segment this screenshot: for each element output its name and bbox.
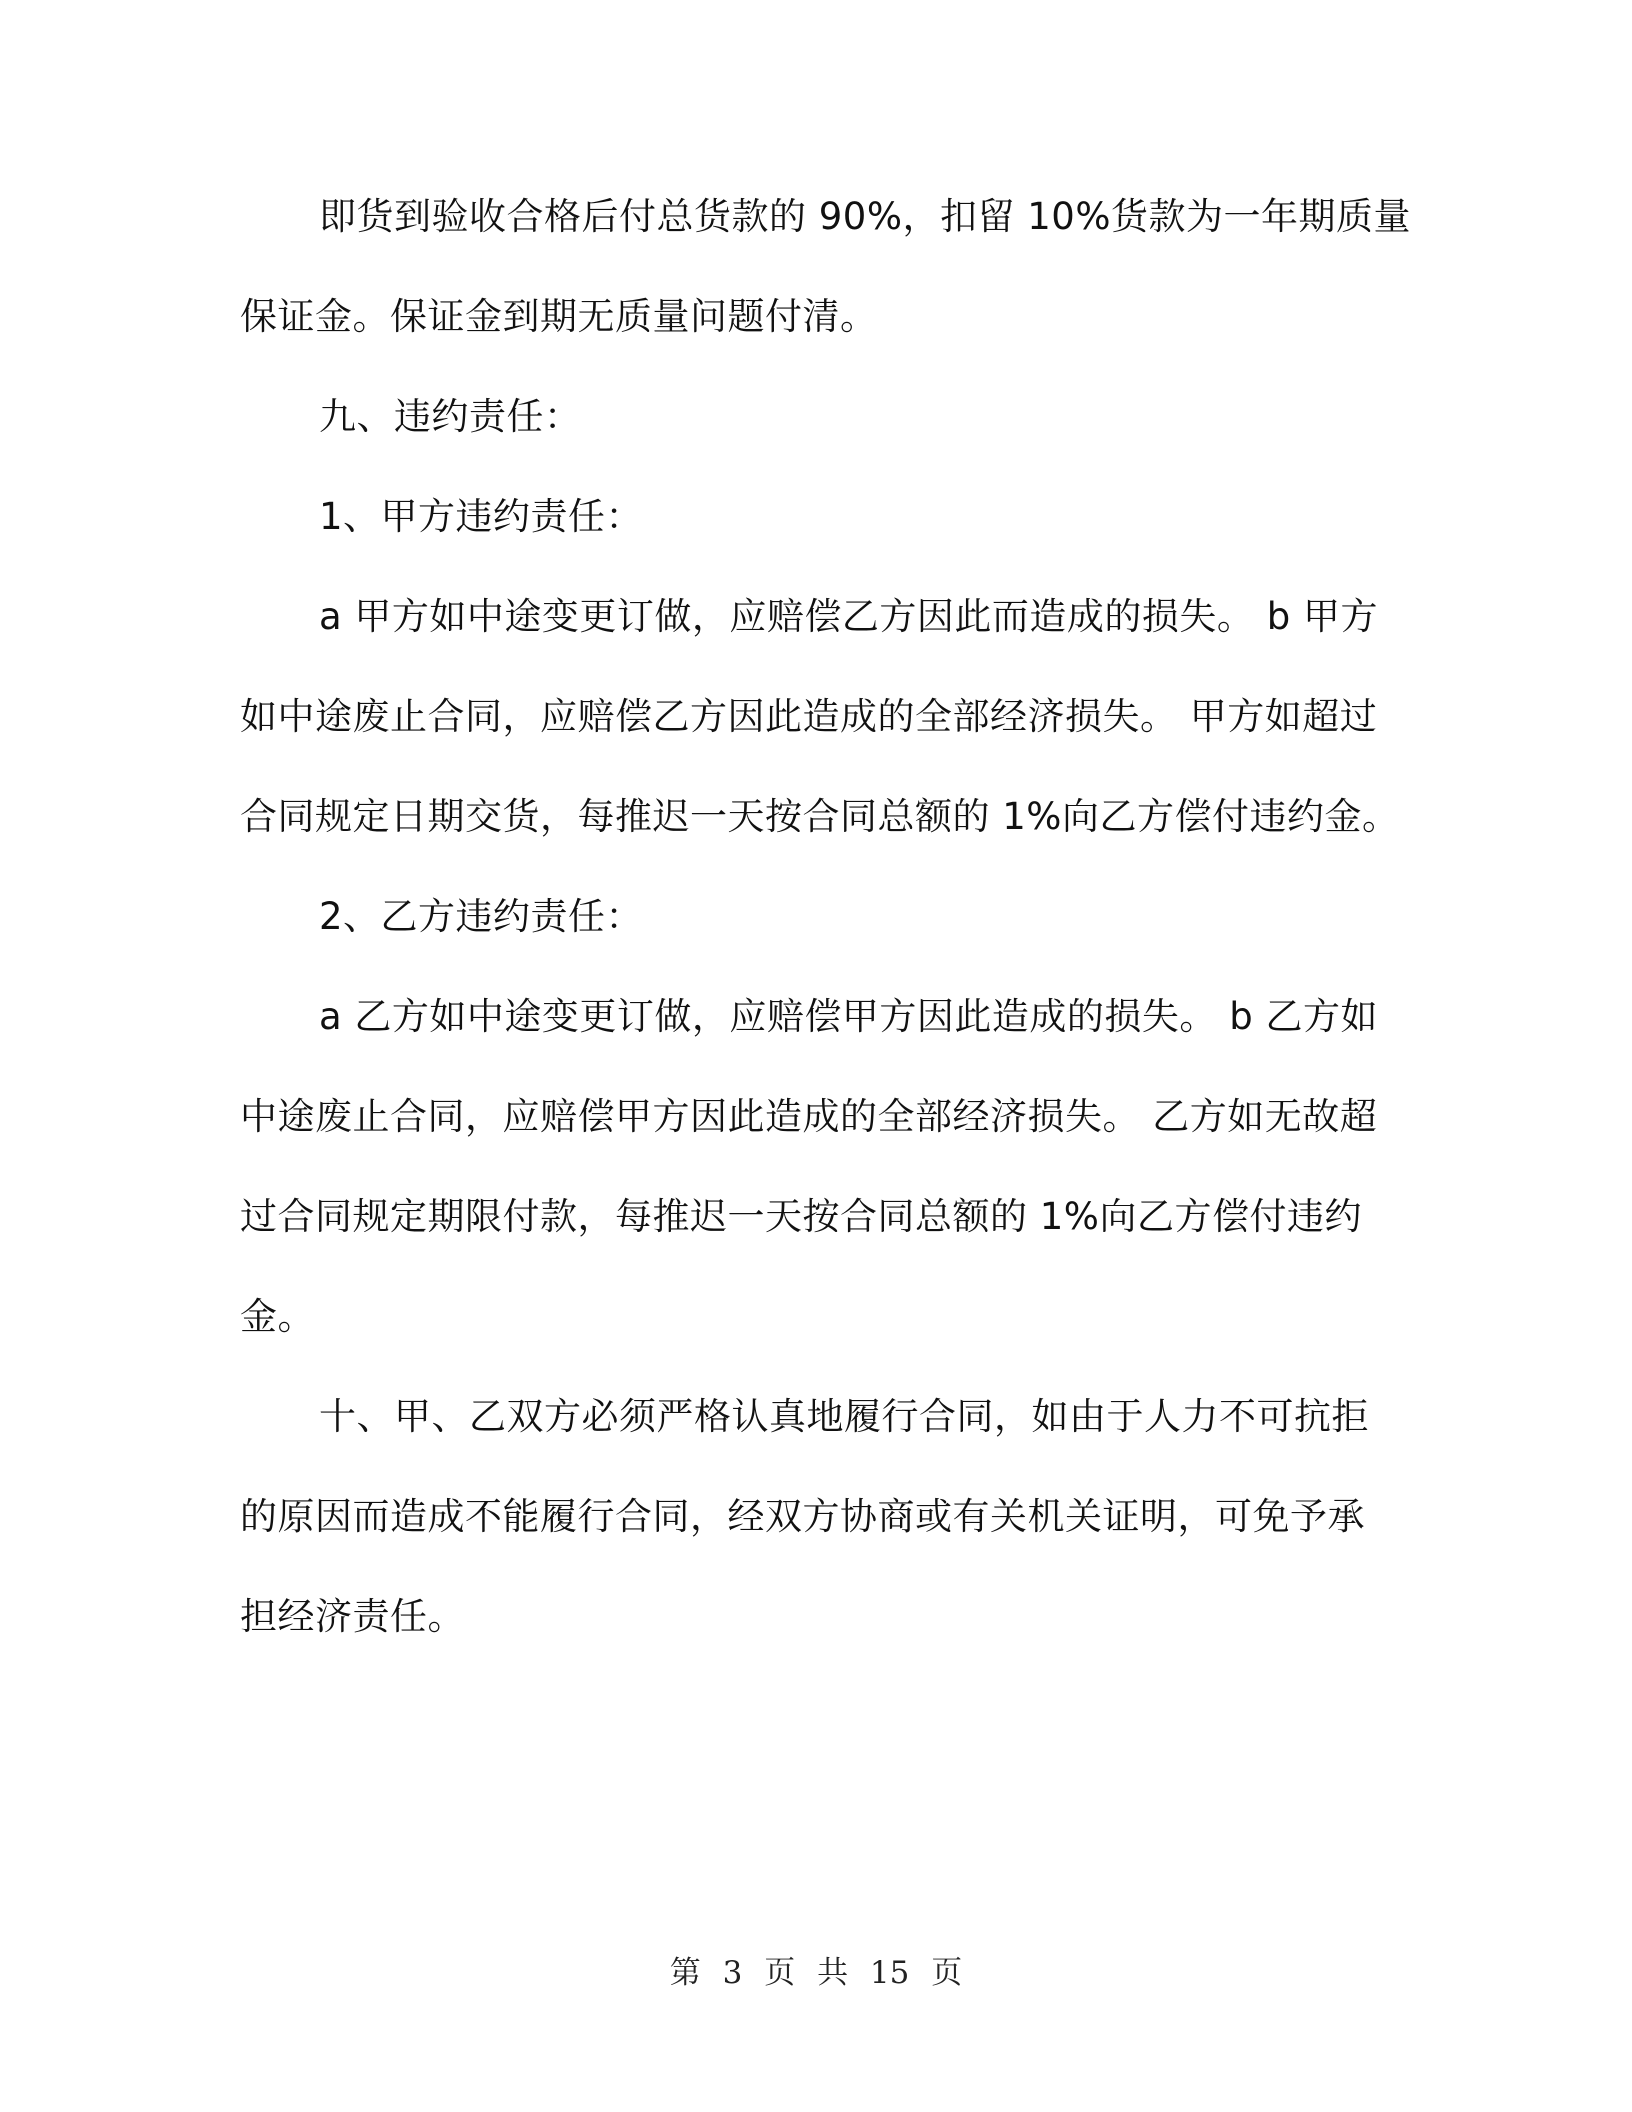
text-line: 担经济责任。 (240, 1595, 465, 1638)
text-line: 的原因而造成不能履行合同，经双方协商或有关机关证明，可免予承 (240, 1495, 1365, 1538)
footer-label-page: 第 (669, 1955, 701, 1991)
text-line: 过合同规定期限付款，每推迟一天按合同总额的 1%向乙方偿付违约 (240, 1195, 1362, 1238)
text-line: 如中途废止合同，应赔偿乙方因此造成的全部经济损失。 甲方如超过 (240, 695, 1378, 738)
text-line: 合同规定日期交货，每推迟一天按合同总额的 1%向乙方偿付违约金。 (240, 795, 1400, 838)
subsection-heading: 1、甲方违约责任： (319, 495, 644, 538)
current-page-number: 3 (722, 1955, 743, 1991)
text-line: 十、甲、乙双方必须严格认真地履行合同，如由于人力不可抗拒 (319, 1395, 1369, 1438)
text-line: a 甲方如中途变更订做，应赔偿乙方因此而造成的损失。 b 甲方 (319, 595, 1378, 638)
text-line: 保证金。保证金到期无质量问题付清。 (240, 295, 878, 338)
section-heading: 九、违约责任： (319, 395, 582, 438)
text-line: 中途废止合同，应赔偿甲方因此造成的全部经济损失。 乙方如无故超 (240, 1095, 1378, 1138)
total-pages-number: 15 (869, 1955, 910, 1991)
page-footer (0, 1953, 1632, 1993)
footer-label-page-unit: 页 (764, 1955, 796, 1991)
footer-label-total: 共 (817, 1955, 849, 1991)
text-line: a 乙方如中途变更订做，应赔偿甲方因此造成的损失。 b 乙方如 (319, 995, 1378, 1038)
subsection-heading: 2、乙方违约责任： (319, 895, 644, 938)
text-line: 金。 (240, 1295, 315, 1338)
text-line: 即货到验收合格后付总货款的 90%，扣留 10%货款为一年期质量 (319, 195, 1411, 238)
footer-label-total-unit: 页 (931, 1955, 963, 1991)
